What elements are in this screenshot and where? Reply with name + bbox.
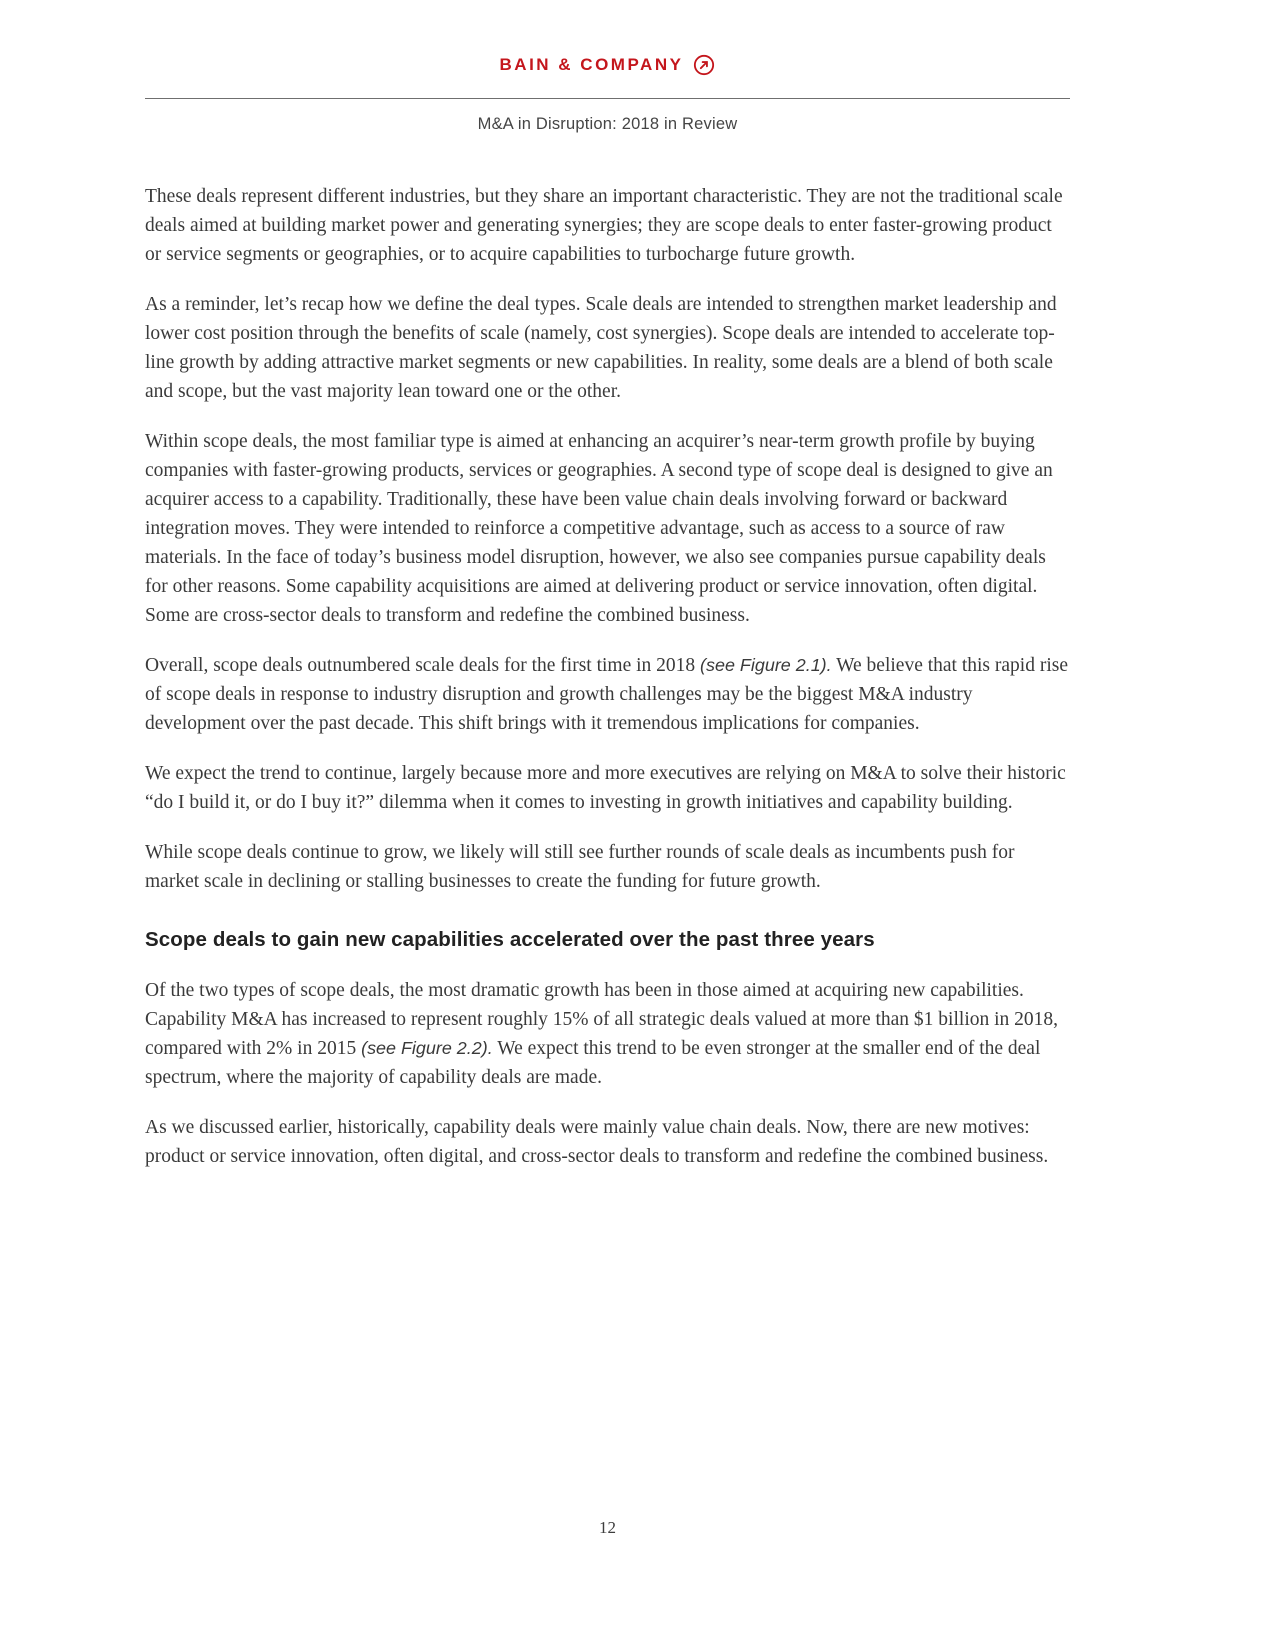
- text-run: Of the two types of scope deals, the most dramatic growth has been in those aimed at acquiring new capabilities. Capability M&A has increased to represent roughly 15% of all strategic deals valued at more than $1 billion in 2018, compared with 2% in 2015: [145, 980, 1059, 1059]
- brand-logo: [145, 52, 1070, 78]
- paragraph: [145, 182, 1070, 269]
- text-run: While scope deals continue to grow, we likely will still see further rounds of scale deals as incumbents push for market scale in declining or stalling businesses to create the funding for future growth.: [145, 842, 1015, 892]
- paragraph: [145, 651, 1070, 738]
- paragraph: [145, 759, 1070, 817]
- text-run: As a reminder, let’s recap how we define the deal types. Scale deals are intended to strengthen market leadership and lower cost position through the benefits of scale (namely, cost synergies). Scope deals are intended to accelerate top-line growth by adding attractive market segments or new capabilities. In reality, some deals are a blend of both scale and scope, but the vast majority lean toward one or the other.: [145, 294, 1057, 402]
- text-run: We expect the trend to continue, largely because more and more executives are relying on M&A to solve their historic “do I build it, or do I buy it?” dilemma when it comes to investing in growth initiatives and capability building.: [145, 763, 1066, 813]
- section-heading: Scope deals to gain new capabilities accelerated over the past three years: [145, 928, 875, 951]
- bain-circle-arrow-icon: [693, 54, 715, 76]
- paragraph: [145, 427, 1070, 630]
- page-header: [145, 52, 1070, 134]
- text-run: Overall, scope deals outnumbered scale deals for the first time in 2018: [145, 655, 701, 676]
- text-run: We expect this trend to be even stronger at the smaller end of the deal spectrum, where the majority of capability deals are made.: [145, 1038, 1041, 1088]
- paragraph: [145, 976, 1070, 1092]
- page-footer: [145, 1518, 1070, 1538]
- text-run: These deals represent different industries, but they share an important characteristic. They are not the traditional scale deals aimed at building market power and generating synergies; they are scope deals to enter faster-growing product or service segments or geographies, or to acquire capabilities to turbocharge future growth.: [145, 186, 1063, 265]
- figure-reference: (see Figure 2.2).: [361, 1038, 493, 1058]
- figure-reference: (see Figure 2.1).: [700, 655, 832, 675]
- document-body: [145, 182, 1070, 1171]
- text-run: As we discussed earlier, historically, capability deals were mainly value chain deals. Now, there are new motives: product or service innovation, often digital, and cross-sector deals to transform and redefine the combined business.: [145, 1117, 1049, 1167]
- text-run: Within scope deals, the most familiar type is aimed at enhancing an acquirer’s near-term growth profile by buying companies with faster-growing products, services or geographies. A second type of scope deal is designed to give an acquirer access to a capability. Traditionally, these have been value chain deals involving forward or backward integration moves. They were intended to reinforce a competitive advantage, such as access to a source of raw materials. In the face of today’s business model disruption, however, we also see companies pursue capability deals for other reasons. Some capability acquisitions are aimed at delivering product or service innovation, often digital. Some are cross-sector deals to transform and redefine the combined business.: [145, 431, 1053, 626]
- text-run: We believe that this rapid rise of scope deals in response to industry disruption and growth challenges may be the biggest M&A industry development over the past decade. This shift brings with it tremendous implications for companies.: [145, 655, 1068, 734]
- paragraph: [145, 290, 1070, 406]
- brand-logo-text: BAIN & COMPANY: [499, 55, 684, 74]
- running-title: M&A in Disruption: 2018 in Review: [477, 115, 738, 133]
- paragraph: [145, 838, 1070, 896]
- paragraph: [145, 1113, 1070, 1171]
- page-number: 12: [599, 1518, 616, 1537]
- header-divider: [145, 98, 1070, 99]
